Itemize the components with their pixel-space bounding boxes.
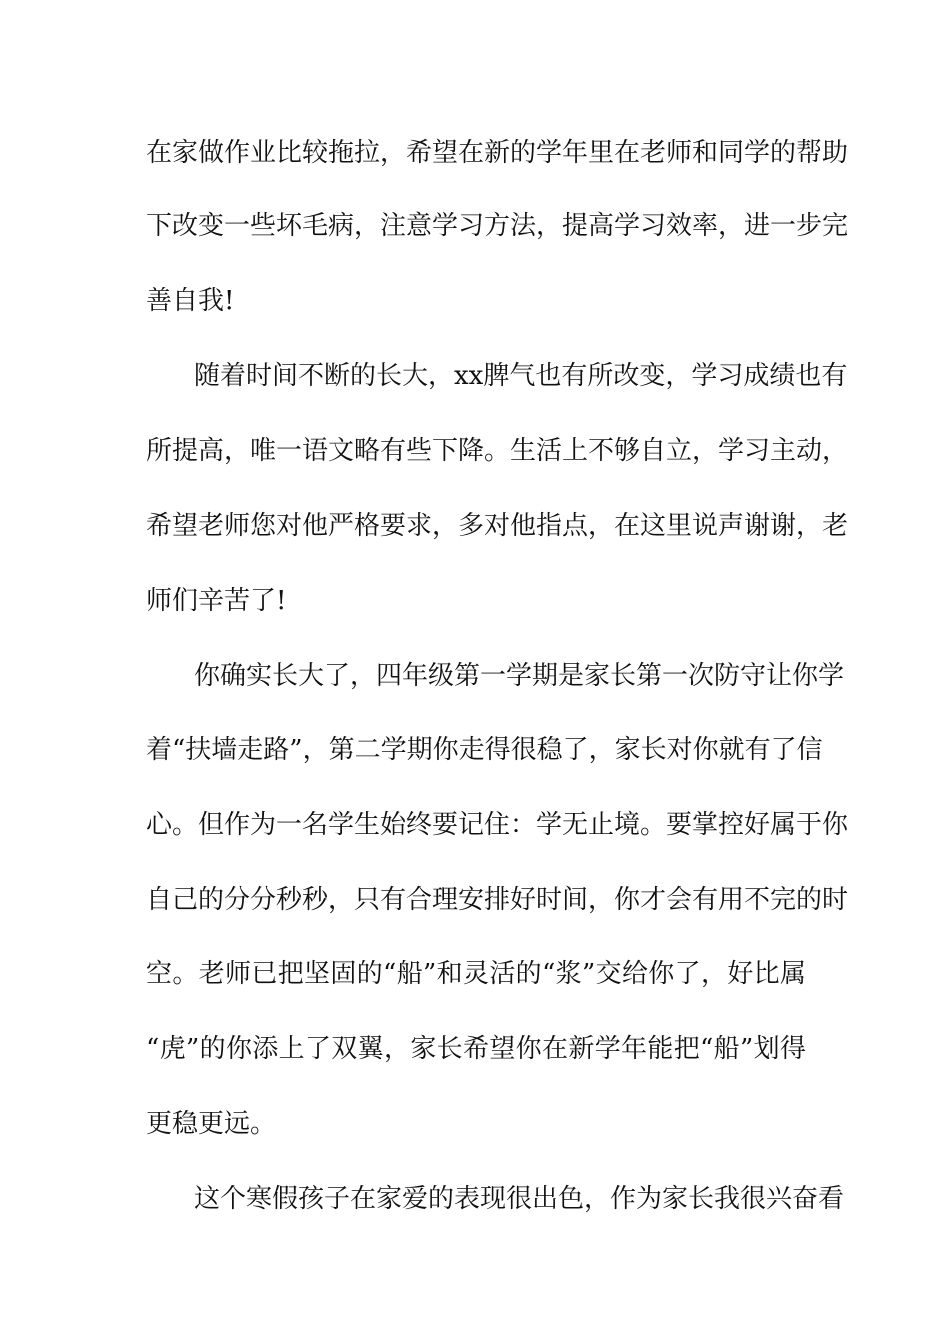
paragraph-2-line-3: 希望老师您对他严格要求，多对他指点，在这里说声谢谢，老 (146, 511, 849, 541)
paragraph-1-line-1: 在家做作业比较拖拉，希望在新的学年里在老师和同学的帮助 (146, 138, 849, 168)
paragraph-4-line-1: 这个寒假孩子在家爱的表现很出色，作为家长我很兴奋看 (194, 1184, 845, 1214)
paragraph-3-line-2: 着“扶墙走路”，第二学期你走得很稳了，家长对你就有了信 (146, 735, 823, 765)
paragraph-3-line-7: 更稳更远。 (146, 1109, 277, 1139)
paragraph-3-line-3: 心。但作为一名学生始终要记住：学无止境。要掌控好属于你 (146, 810, 849, 840)
paragraph-1-line-3: 善自我! (146, 286, 235, 316)
paragraph-3-line-4: 自己的分分秒秒，只有合理安排好时间，你才会有用不完的时 (146, 885, 849, 915)
paragraph-2-line-1: 随着时间不断的长大，xx脾气也有所改变，学习成绩也有 (194, 361, 848, 391)
paragraph-3-line-6: “虎”的你添上了双翼，家长希望你在新学年能把“船”划得 (146, 1034, 806, 1064)
paragraph-2-line-4: 师们辛苦了! (146, 586, 287, 616)
paragraph-1-line-2: 下改变一些坏毛病，注意学习方法，提高学习效率，进一步完 (146, 211, 849, 241)
paragraph-3-line-1: 你确实长大了，四年级第一学期是家长第一次防守让你学 (194, 661, 845, 691)
paragraph-3-line-5: 空。老师已把坚固的“船”和灵活的“浆”交给你了，好比属 (146, 959, 806, 989)
paragraph-2-line-2: 所提高，唯一语文略有些下降。生活上不够自立，学习主动， (146, 436, 849, 466)
